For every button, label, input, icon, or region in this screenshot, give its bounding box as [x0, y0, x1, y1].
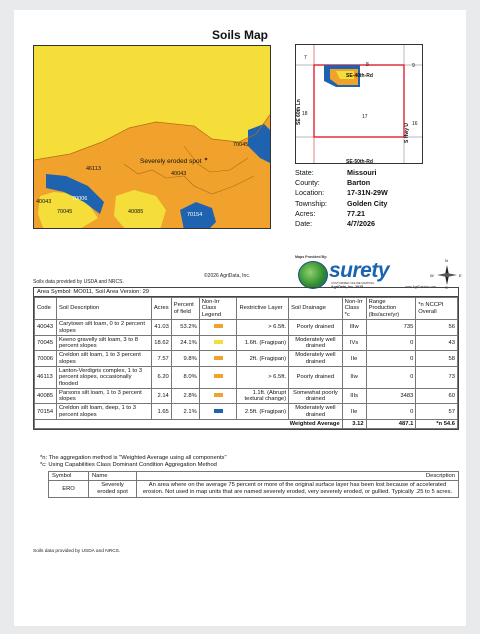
symbol-cell: ERO [49, 481, 89, 498]
acres-cell: 41.03 [151, 320, 171, 336]
nccpi-cell: 57 [416, 404, 458, 420]
info-key: Location: [295, 188, 325, 198]
logo-provided-by: Maps Provided By: [295, 255, 328, 259]
code-cell: 70006 [35, 351, 57, 367]
pct-cell: 53.2% [171, 320, 199, 336]
report-page [14, 10, 466, 626]
table-row [35, 388, 458, 404]
col-header: *n NCCPI Overall [416, 298, 458, 320]
drainage-cell: Moderately well drained [289, 404, 343, 420]
table-row [35, 367, 458, 389]
acres-cell: 18.62 [151, 335, 171, 351]
cls-cell: IIw [342, 367, 366, 389]
table-row [35, 335, 458, 351]
weighted-range: 487.1 [366, 420, 416, 429]
compass-n: N [445, 258, 448, 263]
col-header: Non-Irr Class Legend [199, 298, 237, 320]
table-row [35, 351, 458, 367]
pct-cell: 9.8% [171, 351, 199, 367]
cls-cell: IVs [342, 335, 366, 351]
cls-cell: IIIs [342, 388, 366, 404]
soils-map-canvas [34, 46, 271, 229]
range-cell: 0 [366, 351, 416, 367]
road-se-50th-rd: SE-50th-Rd [346, 159, 373, 164]
symbol-table [48, 471, 459, 498]
acres-cell: 6.20 [151, 367, 171, 389]
restrictive-cell: > 6.5ft. [237, 367, 289, 389]
info-row-acres [295, 209, 388, 219]
map-label-70006: 70006 [72, 196, 88, 202]
info-key: Acres: [295, 208, 316, 218]
aggregation-notes [40, 455, 227, 469]
road-s-hwy-u: S Hwy U [404, 122, 410, 143]
desc-cell: Creldon silt loam, 1 to 3 percent slopes [56, 351, 151, 367]
legend-cell [199, 320, 237, 336]
col-header: Name [89, 472, 137, 481]
location-map-canvas [296, 45, 423, 164]
compass-w: W [430, 273, 434, 278]
restrictive-cell: 1.6ft. (Fragipan) [237, 335, 289, 351]
info-value: 4/7/2026 [347, 219, 375, 229]
name-cell: Severely eroded spot [89, 481, 137, 498]
info-row-township [295, 199, 388, 209]
soils-map[interactable] [33, 45, 271, 229]
map-copyright: ©2026 AgriData, Inc. [204, 273, 251, 279]
acres-cell: 2.14 [151, 388, 171, 404]
pct-cell: 8.0% [171, 367, 199, 389]
soil-table-wrap [33, 287, 459, 430]
info-row-state [295, 168, 388, 178]
legend-swatch [214, 374, 223, 378]
section-9: 9 [412, 63, 415, 69]
pct-cell: 2.1% [171, 404, 199, 420]
col-header: Soil Drainage [289, 298, 343, 320]
map-label-40043-west: 40043 [36, 199, 52, 205]
legend-swatch [214, 393, 223, 397]
desc-cell: Carytown silt loam, 0 to 2 percent slopes [56, 320, 151, 336]
restrictive-cell: 2ft. (Fragipan) [237, 351, 289, 367]
road-se-60th-ln: SE 60th Ln [296, 99, 302, 125]
code-cell: 40043 [35, 320, 57, 336]
bottom-source-note: Soils data provided by USDA and NRCS. [33, 549, 121, 554]
nccpi-cell: 58 [416, 351, 458, 367]
drainage-cell: Moderately well drained [289, 335, 343, 351]
map-label-40043: 40043 [171, 171, 187, 177]
col-header: Description [137, 472, 459, 481]
info-key: Township: [295, 198, 327, 208]
eroded-spot-marker [205, 158, 208, 161]
legend-swatch [214, 356, 223, 360]
map-label-70045: 70045 [233, 142, 249, 148]
map-label-70154: 70154 [187, 212, 203, 218]
desc-cell: Parsons silt loam, 1 to 3 percent slopes [56, 388, 151, 404]
desc-cell: Lanton-Verdigris complex, 1 to 3 percent slopes, occasionally flooded [56, 367, 151, 389]
info-value: Golden City [347, 198, 388, 208]
acres-cell: 7.57 [151, 351, 171, 367]
range-cell: 0 [366, 367, 416, 389]
code-cell: 46113 [35, 367, 57, 389]
cls-cell: IIe [342, 404, 366, 420]
drainage-cell: Somewhat poorly drained [289, 388, 343, 404]
legend-cell [199, 335, 237, 351]
soil-zone-blue-east [248, 124, 271, 164]
section-16: 16 [412, 121, 418, 127]
col-header: Code [35, 298, 57, 320]
restrictive-cell: 1.1ft. (Abrupt textural change) [237, 388, 289, 404]
legend-cell [199, 388, 237, 404]
nccpi-cell: 60 [416, 388, 458, 404]
section-17: 17 [362, 114, 368, 120]
map-label-46113: 46113 [86, 166, 101, 172]
range-cell: 0 [366, 335, 416, 351]
range-cell: 3483 [366, 388, 416, 404]
desc-cell: Creldon silt loam, deep, 1 to 3 percent slopes [56, 404, 151, 420]
map-label-eroded-spot: Severely eroded spot [140, 158, 202, 165]
compass-rose-icon [430, 258, 462, 290]
soil-table [34, 297, 458, 429]
col-header: Non-Irr Class *c [342, 298, 366, 320]
drainage-cell: Poorly drained [289, 320, 343, 336]
weighted-class: 3.12 [342, 420, 366, 429]
section-8: 8 [366, 62, 369, 68]
road-se-40th-rd: SE-40th-Rd [346, 73, 373, 79]
soil-table-header [35, 298, 458, 320]
pct-cell: 2.8% [171, 388, 199, 404]
info-value: 17-31N-29W [347, 188, 388, 198]
note-line: *c: Using Capabilities Class Dominant Condition Aggregation Method [40, 461, 217, 468]
compass-e: E [459, 273, 462, 278]
note-line: *n: The aggregation method is "Weighted Average using all components" [40, 455, 227, 461]
info-value: 77.21 [347, 208, 365, 218]
legend-swatch [214, 409, 223, 413]
col-header: Symbol [49, 472, 89, 481]
legend-cell [199, 367, 237, 389]
col-header: Restrictive Layer [237, 298, 289, 320]
code-cell: 70154 [35, 404, 57, 420]
logo-sub: AgriData, Inc. 2025 [331, 285, 364, 289]
nccpi-cell: 73 [416, 367, 458, 389]
area-symbol: Area Symbol: MO011, Soil Area Version: 29 [34, 288, 458, 297]
range-cell: 0 [366, 404, 416, 420]
description-cell: An area where on the average 75 percent or more of the original surface layer has been lost because of accelerated erosion. Not used in map units that are named severely eroded, very severely eroded, or gullied. Typically .25 to 5 acres. [137, 481, 459, 498]
code-cell: 70045 [35, 335, 57, 351]
map-label-70045-south: 70045 [57, 209, 73, 215]
section-19 [304, 163, 310, 164]
col-header: Soil Description [56, 298, 151, 320]
legend-cell [199, 351, 237, 367]
map-label-40085: 40085 [128, 209, 144, 215]
drainage-cell: Poorly drained [289, 367, 343, 389]
weighted-average-label: Weighted Average [35, 420, 343, 429]
table-row [35, 320, 458, 336]
property-info [295, 168, 388, 229]
location-map[interactable] [295, 44, 423, 164]
code-cell: 40085 [35, 388, 57, 404]
pct-cell: 24.1% [171, 335, 199, 351]
table-row [49, 481, 459, 498]
info-key: County: [295, 178, 320, 188]
logo-url: www.AgriDataInc.com [405, 285, 437, 289]
col-header: Acres [151, 298, 171, 320]
info-row-county [295, 178, 388, 188]
legend-swatch [214, 340, 223, 344]
range-cell: 735 [366, 320, 416, 336]
globe-icon [298, 261, 328, 289]
table-row [35, 404, 458, 420]
nccpi-cell: 56 [416, 320, 458, 336]
info-value: Barton [347, 178, 371, 188]
legend-cell [199, 404, 237, 420]
weighted-nccpi: *n 54.6 [416, 420, 458, 429]
info-row-date [295, 219, 388, 229]
compass-s: S [445, 285, 448, 290]
info-value: Missouri [347, 168, 377, 177]
page-title: Soils Map [211, 28, 268, 42]
desc-cell: Keeno gravelly silt loam, 3 to 8 percent slopes [56, 335, 151, 351]
cls-cell: IIIw [342, 320, 366, 336]
map-source-note: Soils data provided by USDA and NRCS. [33, 279, 124, 285]
acres-cell: 1.65 [151, 404, 171, 420]
logo-tagline: CUSTOMIZED ONLINE MAPPING [331, 281, 375, 285]
col-header: Range Production (lbs/acre/yr) [366, 298, 416, 320]
col-header: Percent of field [171, 298, 199, 320]
info-key: State: [295, 168, 314, 177]
restrictive-cell: 2.5ft. (Fragipan) [237, 404, 289, 420]
section-18: 18 [302, 111, 308, 117]
section-7: 7 [304, 55, 307, 61]
info-row-location [295, 188, 388, 198]
soil-table-body [35, 320, 458, 420]
nccpi-cell: 43 [416, 335, 458, 351]
restrictive-cell: > 6.5ft. [237, 320, 289, 336]
legend-swatch [214, 324, 223, 328]
info-key: Date: [295, 219, 313, 229]
logo-name: surety [329, 259, 390, 282]
cls-cell: IIe [342, 351, 366, 367]
weighted-average-row [35, 420, 458, 429]
drainage-cell: Moderately well drained [289, 351, 343, 367]
symbol-table-header [49, 472, 459, 481]
